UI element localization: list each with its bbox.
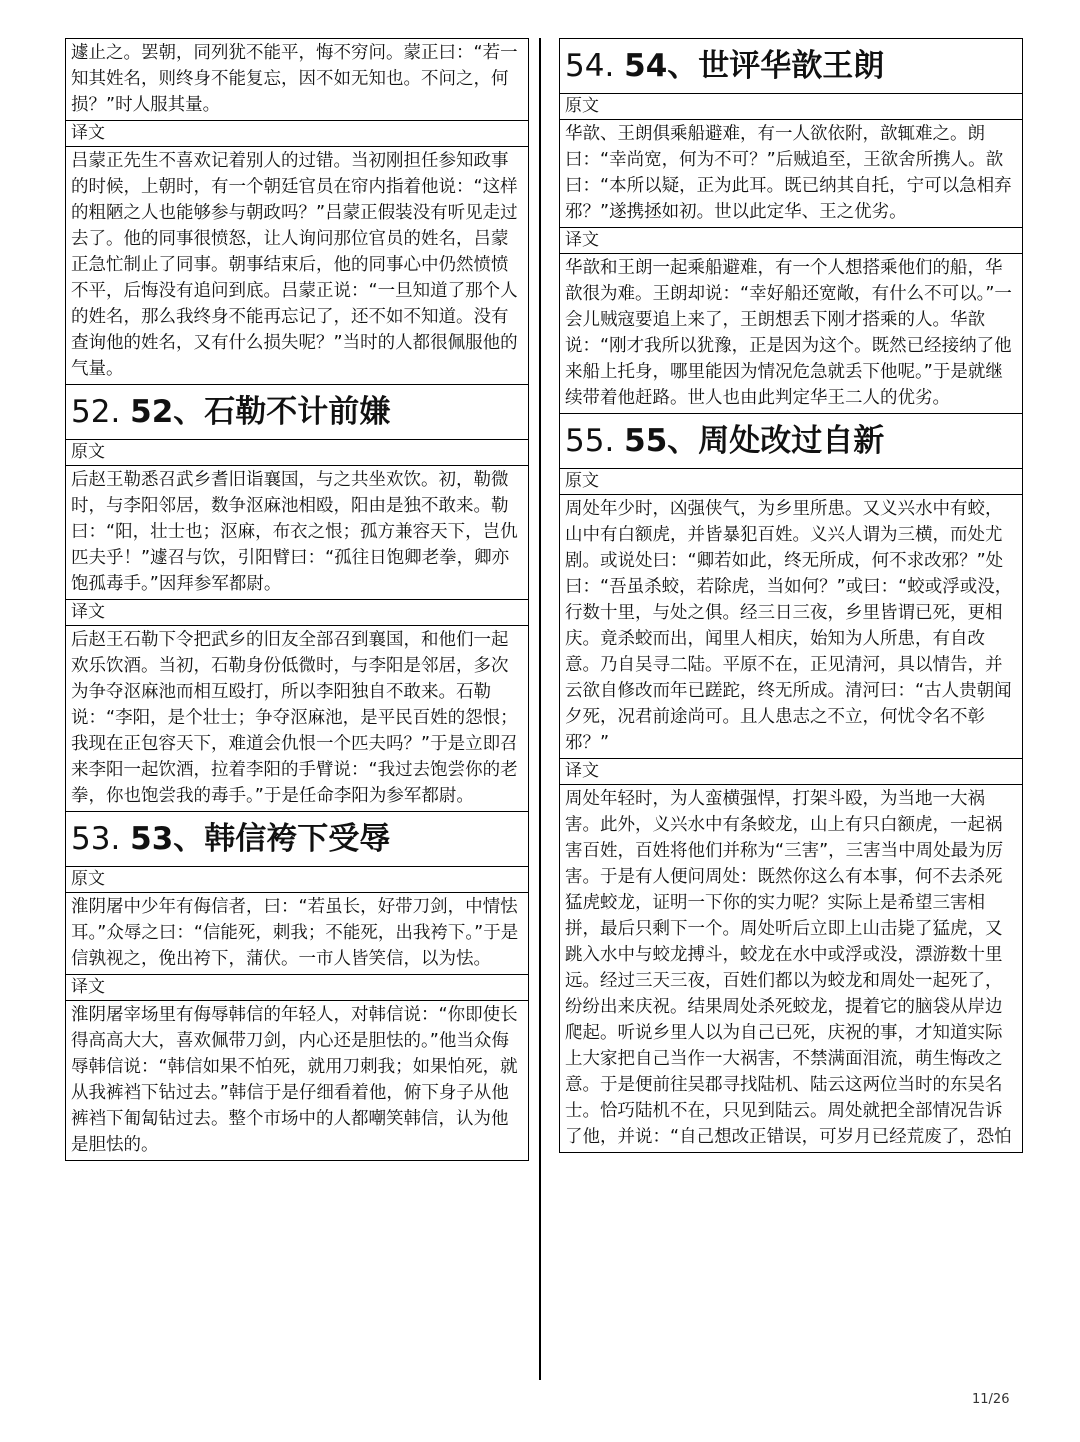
- right-column: [559, 38, 1023, 1153]
- text-block: 淮阴屠宰场里有侮辱韩信的年轻人，对韩信说：“你即使长得高高大大，喜欢佩带刀剑，内心还是胆怯的。”他当众侮辱韩信说：“韩信如果不怕死，就用刀刺我；如果怕死，就从我裤裆下钻过去。”韩信于是仔细看着他，俯下身子从他裤裆下匍匐钻过去。整个市场中的人都嘲笑韩信，认为他是胆怯的。: [65, 1001, 529, 1161]
- section-label: 译文: [65, 975, 529, 1001]
- text-block: 遽止之。罢朝，同列犹不能平，悔不穷问。蒙正曰：“若一知其姓名，则终身不能复忘，因不如无知也。不问之，何损？”时人服其量。: [65, 38, 529, 121]
- section-heading: [65, 812, 529, 867]
- section-number: 52.: [71, 394, 131, 430]
- text-block: 周处年少时，凶强侠气，为乡里所患。又义兴水中有蛟，山中有白额虎，并皆暴犯百姓。义兴人谓为三横，而处尤剧。或说处曰：“卿若如此，终无所成，何不求改邪？”处曰：“吾虽杀蛟，若除虎，当如何？”或曰：“蛟或浮或没，行数十里，与处之俱。经三日三夜，乡里皆谓已死，更相庆。竟杀蛟而出，闻里人相庆，始知为人所患，有自改意。乃自吴寻二陆。平原不在，正见清河，具以情告，并云欲自修改而年已蹉跎，终无所成。清河曰：“古人贵朝闻夕死，况君前途尚可。且人患志之不立，何忧令名不彰邪？”: [559, 495, 1023, 759]
- section-title: 53、韩信袴下受辱: [130, 821, 391, 857]
- section-heading: [559, 38, 1023, 94]
- section-title: 54、世评华歆王朗: [624, 48, 885, 84]
- column-divider: [539, 38, 541, 1380]
- section-label: 原文: [65, 867, 529, 893]
- text-block: 后赵王勒悉召武乡耆旧诣襄国，与之共坐欢饮。初，勒微时，与李阳邻居，数争沤麻池相殴，阳由是独不敢来。勒曰：“阳，壮士也；沤麻，布衣之恨；孤方兼容天下，岂仇匹夫乎！”遽召与饮，引阳臂曰：“孤往日饱卿老拳，卿亦饱孤毒手。”因拜参军都尉。: [65, 466, 529, 600]
- text-block: 后赵王石勒下令把武乡的旧友全部召到襄国，和他们一起欢乐饮酒。当初，石勒身份低微时，与李阳是邻居，多次为争夺沤麻池而相互殴打，所以李阳独自不敢来。石勒说：“李阳，是个壮士；争夺沤麻池，是平民百姓的怨恨；我现在正包容天下，难道会仇恨一个匹夫吗？”于是立即召来李阳一起饮酒，拉着李阳的手臂说：“我过去饱尝你的老拳，你也饱尝我的毒手。”于是任命李阳为参军都尉。: [65, 626, 529, 812]
- text-block: 周处年轻时，为人蛮横强悍，打架斗殴，为当地一大祸害。此外，义兴水中有条蛟龙，山上有只白额虎，一起祸害百姓，百姓将他们并称为“三害”，三害当中周处最为厉害。于是有人便问周处：既然你这么有本事，何不去杀死猛虎蛟龙，证明一下你的实力呢？实际上是希望三害相拼，最后只剩下一个。周处听后立即上山击毙了猛虎，又跳入水中与蛟龙搏斗，蛟龙在水中或浮或没，漂游数十里远。经过三天三夜，百姓们都以为蛟龙和周处一起死了，纷纷出来庆祝。结果周处杀死蛟龙，提着它的脑袋从岸边爬起。听说乡里人以为自己已死，庆祝的事，才知道实际上大家把自己当作一大祸害，不禁满面泪流，萌生悔改之意。于是便前往吴郡寻找陆机、陆云这两位当时的东吴名士。恰巧陆机不在，只见到陆云。周处就把全部情况告诉了他，并说：“自己想改正错误，可岁月已经荒废了，恐怕: [559, 785, 1023, 1153]
- text-block: 华歆、王朗俱乘船避难，有一人欲依附，歆辄难之。朗曰：“幸尚宽，何为不可？”后贼追至，王欲舍所携人。歆曰：“本所以疑，正为此耳。既已纳其自托，宁可以急相弃邪？”遂携拯如初。世以此定华、王之优劣。: [559, 120, 1023, 228]
- section-title: 52、石勒不计前嫌: [130, 394, 391, 430]
- text-block: 淮阴屠中少年有侮信者，曰：“若虽长，好带刀剑，中情怯耳。”众辱之曰：“信能死，刺我；不能死，出我袴下。”于是信孰视之，俛出袴下，蒲伏。一市人皆笑信，以为怯。: [65, 893, 529, 975]
- section-number: 53.: [71, 821, 131, 857]
- left-column: [65, 38, 529, 1161]
- section-heading: [65, 385, 529, 440]
- text-block: 吕蒙正先生不喜欢记着别人的过错。当初刚担任参知政事的时候，上朝时，有一个朝廷官员在帘内指着他说：“这样的粗陋之人也能够参与朝政吗？”吕蒙正假装没有听见走过去了。他的同事很愤怒，让人询问那位官员的姓名，吕蒙正急忙制止了同事。朝事结束后，他的同事心中仍然愤愤不平，后悔没有追问到底。吕蒙正说：“一旦知道了那个人的姓名，那么我终身不能再忘记了，还不如不知道。没有查询他的姓名，又有什么损失呢？”当时的人都很佩服他的气量。: [65, 147, 529, 385]
- section-label: 译文: [65, 121, 529, 147]
- section-label: 译文: [559, 228, 1023, 254]
- text-block: 华歆和王朗一起乘船避难，有一个人想搭乘他们的船，华歆很为难。王朗却说：“幸好船还宽敞，有什么不可以。”一会儿贼寇要追上来了，王朗想丢下刚才搭乘的人。华歆说：“刚才我所以犹豫，正是因为这个。既然已经接纳了他来船上托身，哪里能因为情况危急就丢下他呢。”于是就继续带着他赶路。世人也由此判定华王二人的优劣。: [559, 254, 1023, 414]
- section-number: 54.: [565, 48, 625, 84]
- section-label: 原文: [65, 440, 529, 466]
- section-label: 译文: [65, 600, 529, 626]
- page-number: 11/26: [972, 1392, 1010, 1407]
- section-heading: [559, 414, 1023, 469]
- section-title: 55、周处改过自新: [624, 423, 885, 459]
- section-label: 原文: [559, 94, 1023, 120]
- section-label: 译文: [559, 759, 1023, 785]
- section-number: 55.: [565, 423, 625, 459]
- section-label: 原文: [559, 469, 1023, 495]
